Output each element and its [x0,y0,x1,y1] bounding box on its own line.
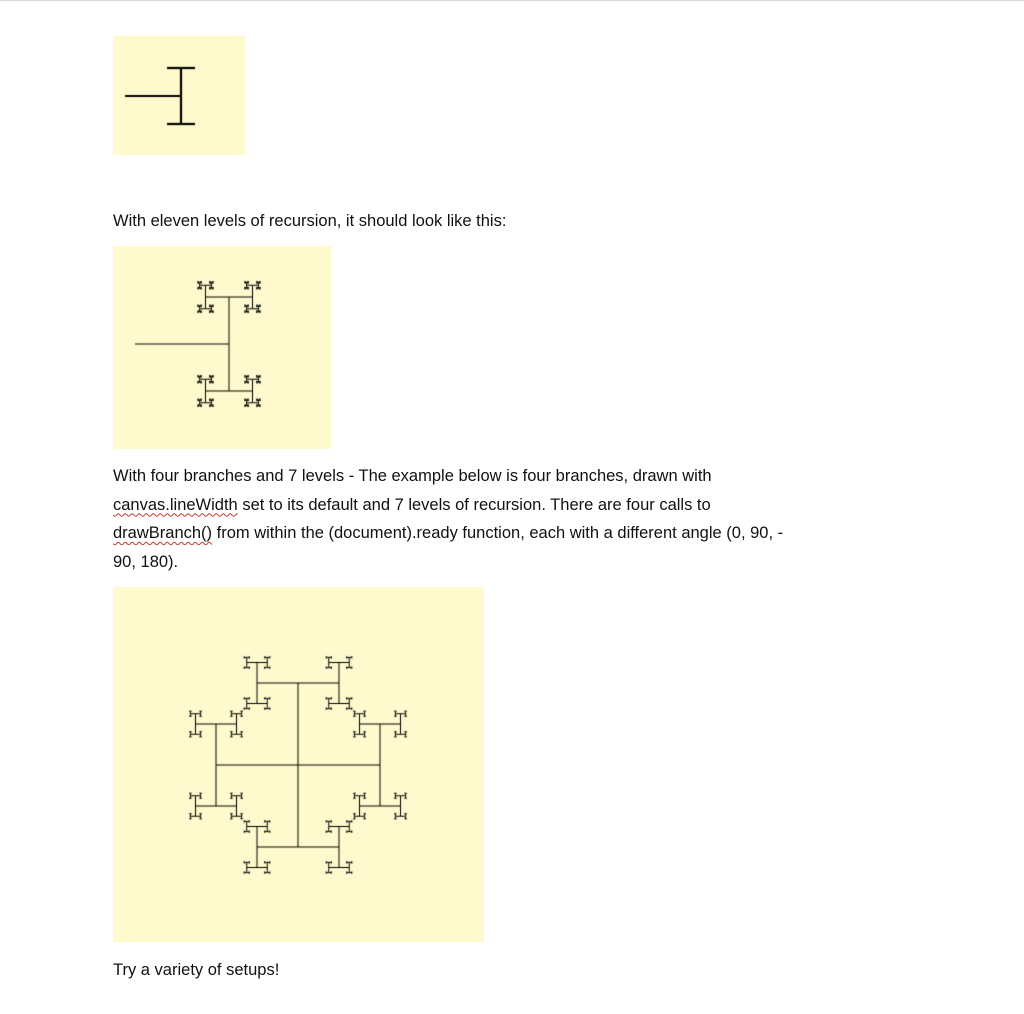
text-eleven-levels: With eleven levels of recursion, it should look like this: [113,212,507,230]
fractal-canvas-four-branches [113,587,484,942]
line-four-branches-4 [113,548,913,577]
text-four-branches-intro: With four branches and 7 levels - The example below is four branches, drawn with [113,467,712,485]
paragraph-four-branches [113,462,913,576]
paragraph-try-setups [113,956,913,985]
figure-small-recursion [113,36,245,155]
line-four-branches-1 [113,462,913,491]
text-four-branches-linewidth: set to its default and 7 levels of recursion. There are four calls to [237,495,711,514]
fractal-canvas-small [113,36,245,155]
figure-four-branches [113,587,484,942]
text-try-setups: Try a variety of setups! [113,961,280,979]
figure-eleven-levels [113,246,331,449]
code-term-drawbranch: drawBranch() [113,524,213,542]
paragraph-eleven-levels [113,207,913,236]
text-four-branches-calls: from within the (document).ready function, each with a different angle (0, 90, - [212,524,784,542]
text-four-branches-angles: 90, 180). [113,552,179,571]
code-term-linewidth: canvas.lineWidth [113,495,238,514]
line-four-branches-2 [113,491,913,520]
line-four-branches-3 [113,519,913,548]
fractal-canvas-eleven [113,246,331,449]
